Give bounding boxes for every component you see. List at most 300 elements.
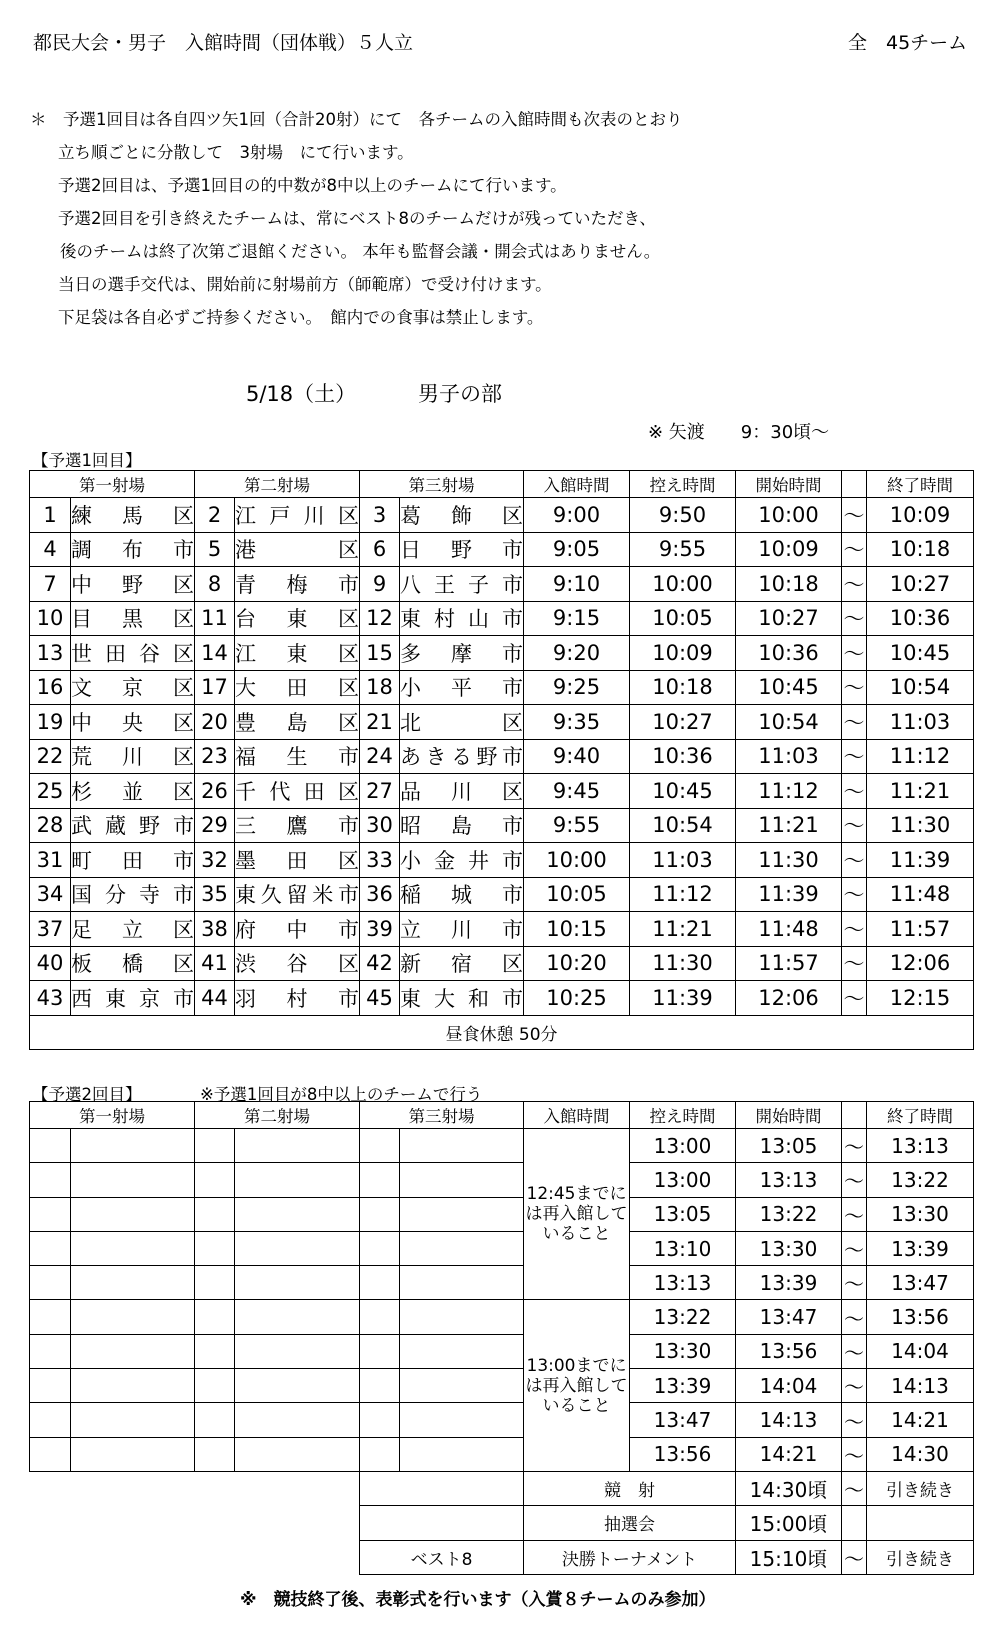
tilde: ～ (842, 1471, 867, 1505)
table-row (30, 774, 974, 809)
entry-time: 9:25 (524, 670, 630, 705)
range2-team: 羽村市 (235, 981, 360, 1016)
range1-number (30, 1129, 71, 1163)
range1-number: 22 (30, 739, 71, 774)
end-time: 14:04 (867, 1334, 974, 1368)
range3-number: 39 (360, 912, 400, 947)
tilde: ～ (842, 705, 867, 740)
tilde: ～ (842, 1266, 867, 1300)
table-row (30, 670, 974, 705)
end-time: 10:18 (867, 532, 974, 567)
range1-team (71, 1163, 195, 1197)
range3-team (400, 1300, 524, 1334)
lunch-row (30, 1015, 974, 1049)
blank-cell (30, 1471, 360, 1505)
start-time: 13:39 (736, 1266, 842, 1300)
header-range-2: 第二射場 (195, 471, 360, 498)
range1-team (71, 1197, 195, 1231)
range3-number: 9 (360, 567, 400, 602)
range3-number: 18 (360, 670, 400, 705)
start-time: 13:56 (736, 1334, 842, 1368)
range1-number: 34 (30, 877, 71, 912)
range1-team: 国分寺市 (71, 877, 195, 912)
table-row (30, 636, 974, 671)
start-time: 12:06 (736, 981, 842, 1016)
end-time: 11:48 (867, 877, 974, 912)
range2-team (235, 1129, 360, 1163)
end-time: 11:12 (867, 739, 974, 774)
range1-team: 調布市 (71, 532, 195, 567)
page-title: 都民大会・男子 入館時間（団体戦）５人立 (33, 32, 414, 54)
range3-number: 15 (360, 636, 400, 671)
table-row (30, 1369, 974, 1403)
range3-number (360, 1129, 400, 1163)
header-end-time: 終了時間 (867, 1102, 974, 1129)
end-time: 13:22 (867, 1163, 974, 1197)
range3-team (400, 1437, 524, 1471)
start-time: 10:00 (736, 498, 842, 533)
tilde: ～ (842, 1437, 867, 1471)
range2-number (195, 1300, 235, 1334)
event-time: 14:30頃 (736, 1471, 842, 1505)
wait-time: 10:36 (630, 739, 736, 774)
header-range-3: 第三射場 (360, 471, 524, 498)
wait-time: 13:22 (630, 1300, 736, 1334)
table-row (30, 1129, 974, 1163)
range1-number: 1 (30, 498, 71, 533)
header-tilde (842, 471, 867, 498)
tilde: ～ (842, 1540, 867, 1574)
range2-number: 44 (195, 981, 235, 1016)
range2-number: 38 (195, 912, 235, 947)
range2-team: 台東区 (235, 601, 360, 636)
range3-team (400, 1266, 524, 1300)
range2-team: 福生市 (235, 739, 360, 774)
range1-team (71, 1403, 195, 1437)
table-row (30, 1334, 974, 1368)
table-row (30, 498, 974, 533)
range3-team: 葛飾区 (400, 498, 524, 533)
range2-number: 20 (195, 705, 235, 740)
event-name: 決勝トーナメント (524, 1540, 736, 1574)
event-name: 競 射 (524, 1471, 736, 1505)
start-time: 13:13 (736, 1163, 842, 1197)
table-row (30, 739, 974, 774)
range1-team (71, 1266, 195, 1300)
end-time: 11:57 (867, 912, 974, 947)
start-time: 14:13 (736, 1403, 842, 1437)
event-time: 15:10頃 (736, 1540, 842, 1574)
range3-number: 33 (360, 843, 400, 878)
table-row (30, 532, 974, 567)
tilde: ～ (842, 567, 867, 602)
range3-number (360, 1300, 400, 1334)
entry-time: 10:05 (524, 877, 630, 912)
range3-number: 27 (360, 774, 400, 809)
range3-team (400, 1163, 524, 1197)
wait-time: 13:05 (630, 1197, 736, 1231)
event-end (867, 1506, 974, 1540)
range1-team: 中央区 (71, 705, 195, 740)
range2-team (235, 1197, 360, 1231)
header-start-time: 開始時間 (736, 471, 842, 498)
start-time: 11:30 (736, 843, 842, 878)
range3-team: 品川区 (400, 774, 524, 809)
range1-team: 武蔵野市 (71, 808, 195, 843)
range3-number: 42 (360, 946, 400, 981)
range2-team: 墨田区 (235, 843, 360, 878)
range2-number (195, 1403, 235, 1437)
wait-time: 13:39 (630, 1369, 736, 1403)
range2-team (235, 1369, 360, 1403)
event-label (360, 1471, 524, 1505)
range2-team (235, 1334, 360, 1368)
range3-number (360, 1403, 400, 1437)
wait-time: 13:30 (630, 1334, 736, 1368)
end-time: 14:13 (867, 1369, 974, 1403)
range2-team: 府中市 (235, 912, 360, 947)
event-time: 15:00頃 (736, 1506, 842, 1540)
range2-number: 26 (195, 774, 235, 809)
range2-number (195, 1163, 235, 1197)
range3-number: 45 (360, 981, 400, 1016)
end-time: 12:15 (867, 981, 974, 1016)
range3-team: 稲城市 (400, 877, 524, 912)
event-row (30, 1506, 974, 1540)
start-time: 13:22 (736, 1197, 842, 1231)
header-range-1: 第一射場 (30, 471, 195, 498)
range3-team (400, 1369, 524, 1403)
range1-team: 目黒区 (71, 601, 195, 636)
round1-table (29, 470, 974, 1050)
tilde: ～ (842, 1231, 867, 1265)
table-row (30, 877, 974, 912)
range3-number (360, 1437, 400, 1471)
start-time: 13:30 (736, 1231, 842, 1265)
event-end: 引き続き (867, 1540, 974, 1574)
start-time: 11:48 (736, 912, 842, 947)
note-line: 予選2回目は、予選1回目の的中数が8中以上のチームにて行います。 (58, 176, 567, 195)
entry-time: 9:15 (524, 601, 630, 636)
start-time: 10:45 (736, 670, 842, 705)
end-time: 10:54 (867, 670, 974, 705)
range3-number (360, 1197, 400, 1231)
end-time: 11:39 (867, 843, 974, 878)
range1-team: 足立区 (71, 912, 195, 947)
blank-cell (30, 1506, 360, 1540)
table-row (30, 1300, 974, 1334)
range1-number (30, 1163, 71, 1197)
header-range-3: 第三射場 (360, 1102, 524, 1129)
wait-time: 13:56 (630, 1437, 736, 1471)
range1-team: 文京区 (71, 670, 195, 705)
entry-time: 9:35 (524, 705, 630, 740)
range1-number: 10 (30, 601, 71, 636)
table-row (30, 981, 974, 1016)
range2-team: 江戸川区 (235, 498, 360, 533)
range2-number: 23 (195, 739, 235, 774)
wait-time: 10:18 (630, 670, 736, 705)
range2-team: 大田区 (235, 670, 360, 705)
range1-team (71, 1300, 195, 1334)
range3-number (360, 1266, 400, 1300)
start-time: 11:39 (736, 877, 842, 912)
header-entry-time: 入館時間 (524, 471, 630, 498)
header-start-time: 開始時間 (736, 1102, 842, 1129)
range3-team (400, 1231, 524, 1265)
range3-team: 小平市 (400, 670, 524, 705)
start-time: 11:03 (736, 739, 842, 774)
range3-team (400, 1334, 524, 1368)
range1-number: 28 (30, 808, 71, 843)
end-time: 14:21 (867, 1403, 974, 1437)
tilde: ～ (842, 774, 867, 809)
entry-time: 9:00 (524, 498, 630, 533)
header-tilde (842, 1102, 867, 1129)
wait-time: 11:03 (630, 843, 736, 878)
start-time: 11:21 (736, 808, 842, 843)
entry-time: 9:05 (524, 532, 630, 567)
range3-number: 12 (360, 601, 400, 636)
entry-time: 9:10 (524, 567, 630, 602)
range2-team: 青梅市 (235, 567, 360, 602)
range1-team: 世田谷区 (71, 636, 195, 671)
reentry-note: 13:00までには再入館していること (524, 1300, 630, 1471)
range3-number (360, 1163, 400, 1197)
range2-team (235, 1437, 360, 1471)
header-end-time: 終了時間 (867, 471, 974, 498)
round2-label: 【予選2回目】 (32, 1085, 142, 1104)
range2-number: 11 (195, 601, 235, 636)
range2-number (195, 1334, 235, 1368)
range3-number (360, 1369, 400, 1403)
range3-number (360, 1334, 400, 1368)
wait-time: 10:27 (630, 705, 736, 740)
tilde: ～ (842, 946, 867, 981)
start-time: 10:09 (736, 532, 842, 567)
round1-label: 【予選1回目】 (32, 451, 142, 470)
tilde: ～ (842, 808, 867, 843)
notes-block (30, 103, 683, 334)
range1-team (71, 1231, 195, 1265)
event-row (30, 1540, 974, 1574)
range2-team (235, 1403, 360, 1437)
range2-number (195, 1266, 235, 1300)
range3-team: 多摩市 (400, 636, 524, 671)
range1-number (30, 1231, 71, 1265)
range2-number (195, 1197, 235, 1231)
table-row (30, 946, 974, 981)
range2-number: 5 (195, 532, 235, 567)
start-time: 14:04 (736, 1369, 842, 1403)
range2-number: 14 (195, 636, 235, 671)
range3-team: 立川市 (400, 912, 524, 947)
range2-number (195, 1129, 235, 1163)
range1-team (71, 1334, 195, 1368)
end-time: 14:30 (867, 1437, 974, 1471)
wait-time: 9:55 (630, 532, 736, 567)
end-time: 13:13 (867, 1129, 974, 1163)
tilde: ～ (842, 1197, 867, 1231)
table-row (30, 705, 974, 740)
range2-team (235, 1163, 360, 1197)
wait-time: 11:21 (630, 912, 736, 947)
tilde: ～ (842, 601, 867, 636)
note-line: ＊ 予選1回目は各自四ツ矢1回（合計20射）にて 各チームの入館時間も次表のとおり (30, 110, 683, 129)
range1-number: 4 (30, 532, 71, 567)
range3-team: 東大和市 (400, 981, 524, 1016)
end-time: 10:36 (867, 601, 974, 636)
range1-number: 40 (30, 946, 71, 981)
range3-team: あきる野市 (400, 739, 524, 774)
range3-team: 北区 (400, 705, 524, 740)
range3-team: 小金井市 (400, 843, 524, 878)
table-row (30, 567, 974, 602)
wait-time: 13:00 (630, 1129, 736, 1163)
note-line: 立ち順ごとに分散して 3射場 にて行います。 (58, 143, 414, 162)
table-row (30, 843, 974, 878)
tilde: ～ (842, 1163, 867, 1197)
range2-number (195, 1437, 235, 1471)
entry-time: 9:40 (524, 739, 630, 774)
event-name: 抽選会 (524, 1506, 736, 1540)
wait-time: 10:45 (630, 774, 736, 809)
tilde: ～ (842, 739, 867, 774)
end-time: 13:30 (867, 1197, 974, 1231)
reentry-note: 12:45までには再入館していること (524, 1129, 630, 1300)
footer-note: ※ 競技終了後、表彰式を行います（入賞８チームのみ参加） (240, 1590, 716, 1610)
wait-time: 9:50 (630, 498, 736, 533)
entry-time: 10:20 (524, 946, 630, 981)
table-row (30, 1266, 974, 1300)
range1-team: 練馬区 (71, 498, 195, 533)
range3-number: 6 (360, 532, 400, 567)
range1-number: 25 (30, 774, 71, 809)
end-time: 13:47 (867, 1266, 974, 1300)
start-time: 13:47 (736, 1300, 842, 1334)
table-header-row (30, 1102, 974, 1129)
table-row (30, 1231, 974, 1265)
range3-team (400, 1403, 524, 1437)
tilde: ～ (842, 1369, 867, 1403)
entry-time: 10:15 (524, 912, 630, 947)
wait-time: 13:47 (630, 1403, 736, 1437)
start-time: 13:05 (736, 1129, 842, 1163)
header-range-2: 第二射場 (195, 1102, 360, 1129)
start-time: 11:57 (736, 946, 842, 981)
range1-number: 7 (30, 567, 71, 602)
wait-time: 13:10 (630, 1231, 736, 1265)
end-time: 13:39 (867, 1231, 974, 1265)
table-row (30, 1163, 974, 1197)
lunch-break: 昼食休憩 50分 (30, 1015, 974, 1049)
event-label (360, 1506, 524, 1540)
table-row (30, 1437, 974, 1471)
blank-cell (30, 1540, 360, 1574)
range1-number (30, 1334, 71, 1368)
tilde: ～ (842, 981, 867, 1016)
range1-team (71, 1437, 195, 1471)
tilde: ～ (842, 636, 867, 671)
range1-number: 31 (30, 843, 71, 878)
start-time: 10:18 (736, 567, 842, 602)
range1-number (30, 1266, 71, 1300)
range3-team (400, 1197, 524, 1231)
range2-number: 35 (195, 877, 235, 912)
range2-number: 2 (195, 498, 235, 533)
range2-team (235, 1266, 360, 1300)
range1-number: 16 (30, 670, 71, 705)
range1-number: 43 (30, 981, 71, 1016)
range2-number: 8 (195, 567, 235, 602)
range1-number (30, 1197, 71, 1231)
start-time: 14:21 (736, 1437, 842, 1471)
end-time: 10:27 (867, 567, 974, 602)
yawatashi-time: ※ 矢渡 9：30頃～ (648, 422, 830, 443)
entry-time: 10:00 (524, 843, 630, 878)
range1-team: 杉並区 (71, 774, 195, 809)
end-time: 11:21 (867, 774, 974, 809)
end-time: 13:56 (867, 1300, 974, 1334)
range1-team (71, 1129, 195, 1163)
header-entry-time: 入館時間 (524, 1102, 630, 1129)
round2-note: ※予選1回目が8中以上のチームで行う (200, 1085, 483, 1104)
wait-time: 10:09 (630, 636, 736, 671)
tilde: ～ (842, 498, 867, 533)
wait-time: 10:05 (630, 601, 736, 636)
wait-time: 11:30 (630, 946, 736, 981)
start-time: 10:36 (736, 636, 842, 671)
range1-team: 板橋区 (71, 946, 195, 981)
range1-number (30, 1437, 71, 1471)
range2-number: 41 (195, 946, 235, 981)
tilde: ～ (842, 912, 867, 947)
range2-number (195, 1369, 235, 1403)
header-wait-time: 控え時間 (630, 1102, 736, 1129)
range2-number: 17 (195, 670, 235, 705)
end-time: 12:06 (867, 946, 974, 981)
entry-time: 9:55 (524, 808, 630, 843)
start-time: 10:27 (736, 601, 842, 636)
range2-team (235, 1231, 360, 1265)
division-title: 男子の部 (418, 382, 502, 406)
end-time: 10:09 (867, 498, 974, 533)
table-row (30, 912, 974, 947)
range2-team: 港区 (235, 532, 360, 567)
header-range-1: 第一射場 (30, 1102, 195, 1129)
tilde: ～ (842, 670, 867, 705)
range1-team (71, 1369, 195, 1403)
wait-time: 10:54 (630, 808, 736, 843)
range3-team: 八王子市 (400, 567, 524, 602)
wait-time: 10:00 (630, 567, 736, 602)
tilde: ～ (842, 1334, 867, 1368)
range1-team: 町田市 (71, 843, 195, 878)
range1-number (30, 1369, 71, 1403)
range2-team (235, 1300, 360, 1334)
table-row (30, 601, 974, 636)
range1-number (30, 1300, 71, 1334)
event-end: 引き続き (867, 1471, 974, 1505)
tilde (842, 1506, 867, 1540)
range3-number: 21 (360, 705, 400, 740)
range3-team: 東村山市 (400, 601, 524, 636)
start-time: 10:54 (736, 705, 842, 740)
round2-table (29, 1101, 974, 1575)
note-line: 後のチームは終了次第ご退館ください。 本年も監督会議・開会式はありません。 (60, 242, 661, 261)
range3-number: 3 (360, 498, 400, 533)
entry-time: 10:25 (524, 981, 630, 1016)
